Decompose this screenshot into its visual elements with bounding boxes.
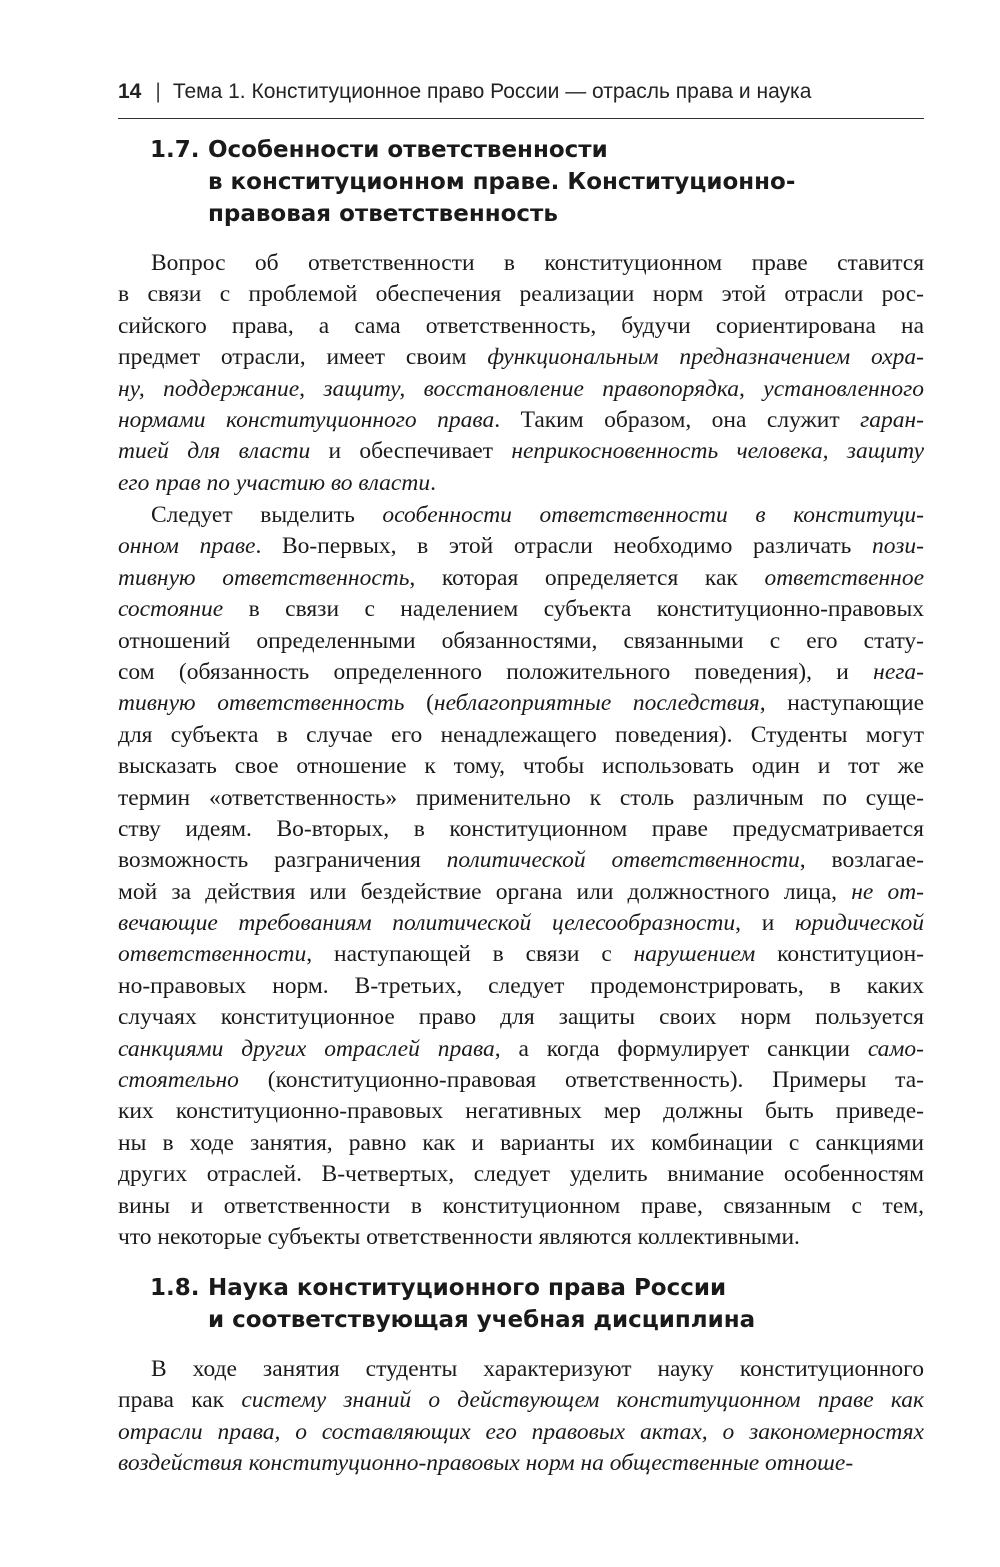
text-segment: для субъекта в случае его ненадлежащего поведения). Студенты могут <box>118 721 924 748</box>
text-line <box>118 688 924 719</box>
italic-segment: особенности ответственности в конституци- <box>382 502 924 528</box>
italic-segment: нарушением <box>633 941 756 968</box>
italic-segment: само- <box>867 1035 924 1062</box>
text-segment: , а когда формулирует санкции <box>494 1035 868 1062</box>
text-segment: в связи с проблемой обеспечения реализации норм этой отрасли рос- <box>118 281 924 308</box>
italic-segment: отрасли права, о составляющих его правовых актах, о закономерностях <box>118 1418 924 1445</box>
text-line <box>118 1222 924 1253</box>
italic-segment: ответственное <box>764 564 924 591</box>
text-segment: ких конституционно-правовых негативных мер должны быть приведе- <box>118 1098 924 1125</box>
text-segment: и обеспечивает <box>310 438 512 465</box>
italic-segment: санкциями других отраслей права <box>118 1035 495 1062</box>
text-line <box>118 248 924 279</box>
italic-segment: политической ответственности <box>446 847 800 874</box>
section-title-line: Особенности ответственности <box>208 137 608 163</box>
text-line <box>118 783 924 814</box>
italic-segment: вечающие требованиям политической целесообразности <box>118 910 736 937</box>
section-title-line: Наука конституционного права России <box>208 1275 727 1301</box>
text-segment: предмет отрасли, имеет своим <box>118 344 488 371</box>
text-line <box>118 626 924 657</box>
text-line <box>118 1128 924 1159</box>
text-segment: . <box>430 469 436 496</box>
text-line <box>118 1065 924 1096</box>
text-line <box>118 594 924 625</box>
text-segment: но-правовых норм. В-третьих, следует продемонстрировать, в каких <box>118 972 924 999</box>
italic-segment: не от- <box>851 878 924 905</box>
section-number: 1.7. <box>150 137 200 163</box>
text-segment: , и <box>735 910 795 937</box>
text-segment: что некоторые субъекты ответственности являются коллективными. <box>118 1223 800 1250</box>
text-segment: конституцион- <box>755 941 924 968</box>
text-line <box>118 1034 924 1065</box>
text-segment: случаях конституционное право для защиты своих норм пользуется <box>118 1004 924 1031</box>
italic-segment: неприкосновенность человека, защиту <box>511 438 924 465</box>
text-line <box>118 845 924 876</box>
text-segment: сийского права, а сама ответственность, будучи сориентирована на <box>118 312 924 339</box>
italic-segment: нормами конституционного права <box>118 406 495 433</box>
text-line <box>118 877 924 908</box>
text-line <box>118 751 924 782</box>
text-line <box>118 1385 924 1416</box>
text-line <box>118 814 924 845</box>
text-segment: ству идеям. Во-вторых, в конституционном праве предусматривается <box>118 815 924 842</box>
running-header <box>118 80 924 119</box>
italic-segment: онном праве <box>118 533 256 560</box>
text-segment: вины и ответственности в конституционном праве, связанным с тем, <box>118 1192 924 1219</box>
italic-segment: стоятельно <box>118 1067 239 1094</box>
italic-segment: его прав по участию во власти <box>118 469 431 496</box>
text-segment: В ходе занятия студенты характеризуют науку конституционного <box>151 1356 924 1382</box>
text-segment: ( <box>404 690 434 717</box>
text-segment: термин «ответственность» применительно к столь различным по суще- <box>118 784 924 811</box>
text-segment: , возлагае- <box>799 847 924 874</box>
text-segment: мой за действия или бездействие органа или должностного лица, <box>118 878 852 905</box>
italic-segment: тивную ответственность <box>118 564 410 591</box>
text-segment: (конституционно-правовая ответственность). Примеры та- <box>238 1067 924 1094</box>
text-line <box>118 436 924 467</box>
section-heading-1-8 <box>150 1272 850 1336</box>
page-number: 14 <box>118 80 142 103</box>
text-segment: отношений определенными обязанностями, связанными с его стату- <box>118 627 924 654</box>
running-title: Тема 1. Конституционное право России — отрасль права и наука <box>172 80 812 103</box>
text-line <box>118 1191 924 1222</box>
text-line <box>118 1448 924 1479</box>
text-line <box>118 500 924 531</box>
paragraph <box>118 1354 924 1480</box>
text-line <box>118 405 924 436</box>
text-segment: возможность разграничения <box>118 847 447 874</box>
section-title-line: в конституционном праве. Конституционно- <box>208 169 796 195</box>
italic-segment: ну, поддержание, защиту, восстановление правопорядка, установленного <box>118 375 924 402</box>
italic-segment: тией для власти <box>118 438 311 465</box>
section-title <box>208 1272 850 1336</box>
text-segment: сом (обязанность определенного положительного поведения), и <box>118 658 874 685</box>
text-segment: . Таким образом, она служит <box>494 406 861 433</box>
text-line <box>118 971 924 1002</box>
text-line <box>118 939 924 970</box>
text-line <box>118 563 924 594</box>
text-segment: высказать свое отношение к тому, чтобы использовать один и тот же <box>118 753 924 780</box>
text-line <box>118 279 924 310</box>
text-line <box>118 1417 924 1448</box>
italic-segment: гаран- <box>860 406 924 433</box>
text-segment: Вопрос об ответственности в конституционном праве ставится <box>151 250 924 276</box>
text-segment: права как <box>118 1387 242 1414</box>
text-segment: Следует выделить <box>151 502 383 528</box>
section-number: 1.8. <box>150 1275 200 1301</box>
text-segment: . Во-первых, в этой отрасли необходимо различать <box>255 533 873 560</box>
text-line <box>118 1096 924 1127</box>
italic-segment: ответственности <box>118 941 307 968</box>
italic-segment: состояние <box>118 596 224 623</box>
header-separator: | <box>155 80 161 103</box>
text-segment: других отраслей. В-четвертых, следует уделить внимание особенностям <box>118 1161 924 1188</box>
text-line <box>118 908 924 939</box>
italic-segment: воздействия конституционно-правовых норм на общественные отноше- <box>118 1450 854 1477</box>
italic-segment: неблагоприятные последствия <box>433 690 760 717</box>
section-title <box>208 134 850 230</box>
paragraph <box>118 500 924 1253</box>
text-segment: , которая определяется как <box>409 564 765 591</box>
italic-segment: функциональным предназначением охра- <box>487 344 924 371</box>
text-line <box>118 311 924 342</box>
text-line <box>118 1159 924 1190</box>
text-line <box>118 468 924 499</box>
paragraph <box>118 248 924 499</box>
section-title-line: и соответствующая учебная дисциплина <box>208 1307 756 1333</box>
text-line <box>118 657 924 688</box>
text-segment: в связи с наделением субъекта конституционно-правовых <box>223 596 924 623</box>
text-line <box>118 342 924 373</box>
italic-segment: тивную ответственность <box>118 690 405 717</box>
section-title-line: правовая ответственность <box>208 201 558 227</box>
text-line <box>118 374 924 405</box>
italic-segment: систему знаний о действующем конституционном праве как <box>241 1387 924 1414</box>
italic-segment: юридической <box>794 910 924 937</box>
italic-segment: нега- <box>873 658 924 685</box>
text-segment: , наступающей в связи с <box>306 941 634 968</box>
text-line <box>118 1002 924 1033</box>
text-line <box>118 531 924 562</box>
text-segment: ны в ходе занятия, равно как и варианты их комбинации с санкциями <box>118 1129 924 1156</box>
text-line <box>118 1354 924 1385</box>
text-line <box>118 720 924 751</box>
italic-segment: пози- <box>872 533 924 560</box>
text-segment: , наступающие <box>759 690 924 717</box>
section-heading-1-7 <box>150 134 850 230</box>
